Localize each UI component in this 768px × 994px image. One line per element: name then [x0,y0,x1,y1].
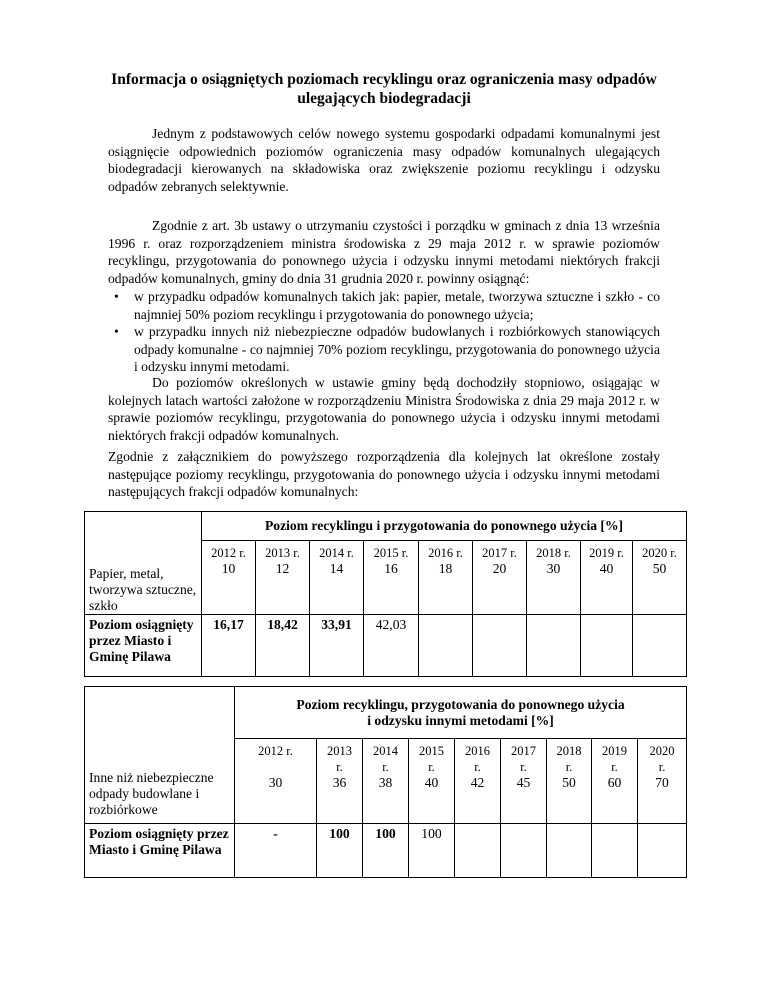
table-row [85,615,687,677]
value-cell: 100 [317,824,363,878]
value-cell [473,615,527,677]
year-cell: 2012 r. 10 [202,541,256,615]
row-label-construction-waste: Inne niż niebezpieczne odpady budowlane i rozbiórkowe [89,770,214,817]
paragraph-legal-basis: Zgodnie z art. 3b ustawy o utrzymaniu czystości i porządku w gminach z dnia 13 września 1996 r. oraz rozporządzeniem ministra środowiska z 29 maja 2012 r. w sprawie poziomów recyklingu, przygotowania do ponownego użycia i odzysku innymi metodami niektórych frakcji odpadów komunalnych, gminy do dnia 31 grudnia 2020 r. powinny osiągnąć: [108,218,660,286]
value-cell: 100 [409,824,455,878]
list-item-text: w przypadku odpadów komunalnych takich jak: papier, metale, tworzywa sztuczne i szkło - co najmniej 50% poziom recyklingu i przygotowania do ponownego użycia; [134,289,660,322]
year-cell: 2013 r. 12 [256,541,310,615]
year-cell: 2014 r. 38 [363,739,409,824]
year-cell: 2020 r. 70 [638,739,687,824]
value-cell [547,824,592,878]
year-cell: 2014 r. 14 [310,541,364,615]
table-header-row [85,687,687,739]
table1-header: Poziom recyklingu i przygotowania do ponownego użycia [%] [202,512,687,541]
value-cell [638,824,687,878]
row-label-achieved: Poziom osiągnięty przez Miasto i Gminę Pilawa [85,824,235,878]
value-cell: 33,91 [310,615,364,677]
row-label-achieved: Poziom osiągnięty przez Miasto i Gminę Pilawa [85,615,202,677]
value-cell: 42,03 [364,615,419,677]
value-cell [592,824,638,878]
document-title: Informacja o osiągniętych poziomach recyklingu oraz ograniczenia masy odpadów ulegających biodegradacji [111,71,657,107]
requirements-list [108,288,660,376]
value-cell [527,615,581,677]
year-cell: 2015 r. 40 [409,739,455,824]
paragraph-annex: Zgodnie z załącznikiem do powyższego rozporządzenia dla kolejnych lat określone zostały następujące poziomy recyklingu, przygotowania do ponownego użycia i odzysku innymi metodami następujących frakcji odpadów komunalnych: [108,449,660,500]
year-cell: 2016 r. 18 [419,541,473,615]
year-cell: 2016 r. 42 [455,739,501,824]
year-cell: 2018 r. 30 [527,541,581,615]
bullet-icon: • [114,324,119,340]
list-item [108,288,660,323]
year-cell: 2017 r. 45 [501,739,547,824]
paragraph-intro: Jednym z podstawowych celów nowego systemu gospodarki odpadami komunalnymi jest osiągnięcie odpowiednich poziomów ograniczenia masy odpadów komunalnych ulegających biodegradacji kierowanych na składowiska oraz zwiększenie poziomu recyklingu i odzysku odpadów zebranych selektywnie. [108,126,660,194]
year-cell: 2020 r. 50 [633,541,687,615]
year-cell: 2013 r. 36 [317,739,363,824]
value-cell: 100 [363,824,409,878]
year-cell: 2017 r. 20 [473,541,527,615]
year-cell: 2019 r. 60 [592,739,638,824]
value-cell: 18,42 [256,615,310,677]
value-cell [419,615,473,677]
year-cell: 2012 r. 30 [235,739,317,824]
table-row [85,824,687,878]
value-cell: 16,17 [202,615,256,677]
bullet-icon: • [114,289,119,304]
value-cell [501,824,547,878]
year-cell: 2015 r. 16 [364,541,419,615]
value-cell [633,615,687,677]
value-cell [581,615,633,677]
paragraph-gradual-levels: Do poziomów określonych w ustawie gminy będą dochodziły stopniowo, osiągając w kolejnych latach wartości założone w rozporządzeniu Ministra Środowiska z dnia 29 maja 2012 r. w sprawie poziomów recyklingu, przygotowania do ponownego użycia i odzysku innymi metodami niektórych frakcji odpadów komunalnych. [108,375,660,443]
table-header-row [85,512,687,541]
year-cell: 2018 r. 50 [547,739,592,824]
table2-header: Poziom recyklingu, przygotowania do ponownego użycia i odzysku innymi metodami [%] [235,687,687,739]
row-label-paper-metal: Papier, metal, tworzywa sztuczne, szkło [89,566,197,613]
list-item-text: w przypadku innych niż niebezpieczne odpadów budowlanych i rozbiórkowych stanowiących odpady komunalne - co najmniej 70% poziom recyklingu, przygotowania do ponownego użycia i odzysku innymi metodami. [134,324,660,375]
year-cell: 2019 r. 40 [581,541,633,615]
value-cell [455,824,501,878]
list-item [108,323,660,376]
value-cell: - [235,824,317,878]
